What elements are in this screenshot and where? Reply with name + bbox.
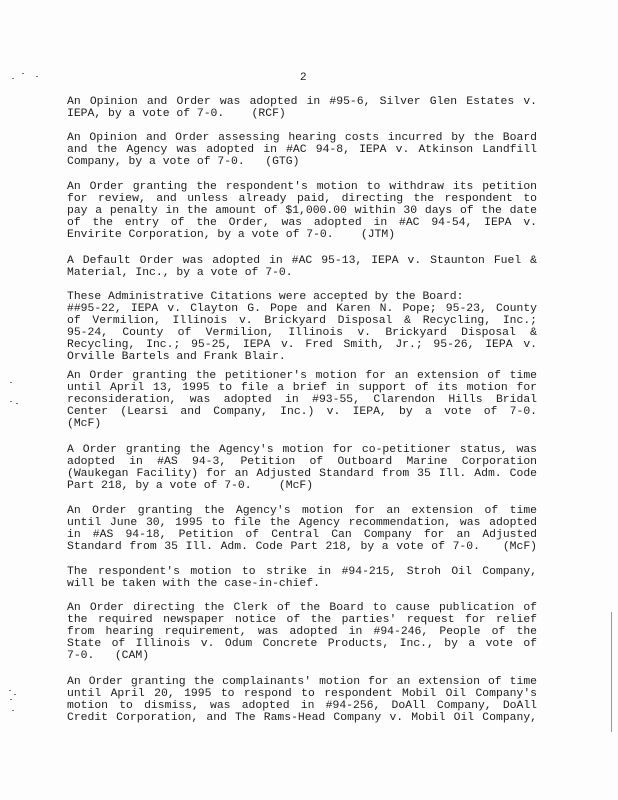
text-line: 7-0. (CAM)	[67, 650, 150, 663]
scan-speck	[12, 78, 14, 79]
text-line: An Order granting the Agency's motion for an extension of time	[67, 505, 537, 517]
text-line: Company, by a vote of 7-0. (GTG)	[67, 156, 300, 169]
text-line: An Order directing the Clerk of the Board to cause publication of	[67, 602, 537, 614]
text-line: (McF)	[67, 418, 102, 431]
paragraph	[67, 96, 537, 120]
text-line: Standard from 35 Ill. Adm. Code Part 218, by a vote of 7-0. (McF)	[67, 541, 537, 554]
scan-speck	[14, 694, 16, 695]
scan-speck	[36, 76, 38, 77]
text-line: An Opinion and Order assessing hearing costs incurred by the Board	[67, 132, 537, 144]
text-line: Orville Bartels and Frank Blair.	[67, 351, 286, 364]
scan-speck	[12, 710, 14, 711]
text-line: reconsideration, was adopted in #93-55, Clarendon Hills Bridal	[67, 394, 537, 407]
text-line: An Order granting the respondent's motion to withdraw its petition	[67, 181, 537, 193]
scan-speck	[22, 73, 24, 74]
text-line: in #AS 94-18, Petition of Central Can Company for an Adjusted	[67, 529, 537, 542]
paragraph	[67, 444, 537, 492]
text-line: 95-24, County of Vermilion, Illinois v. Brickyard Disposal &	[67, 327, 537, 340]
paragraph	[67, 132, 537, 168]
text-line: of the entry of the Order, was adopted in #AC 94-54, IEPA v.	[67, 217, 537, 230]
text-line: A Default Order was adopted in #AC 95-13, IEPA v. Staunton Fuel &	[67, 255, 537, 267]
paragraph	[67, 291, 537, 364]
scan-speck	[16, 403, 18, 404]
paragraph	[67, 505, 537, 553]
text-line: Part 218, by a vote of 7-0. (McF)	[67, 480, 314, 493]
text-line: of Vermilion, Illinois v. Brickyard Disposal & Recycling, Inc.;	[67, 315, 537, 328]
text-line: An Order granting the petitioner's motion for an extension of time	[67, 370, 537, 382]
paragraph	[67, 370, 537, 430]
text-line: Material, Inc., by a vote of 7-0.	[67, 267, 293, 280]
paragraph	[67, 602, 537, 662]
scan-speck	[10, 699, 12, 700]
text-line: pay a penalty in the amount of $1,000.00 within 30 days of the date	[67, 205, 537, 218]
page-number: 2	[300, 72, 307, 84]
text-line: The respondent's motion to strike in #94-215, Stroh Oil Company,	[67, 566, 537, 578]
text-line: from hearing requirement, was adopted in #94-246, People of the	[67, 626, 537, 639]
text-line: (Waukegan Facility) for an Adjusted Standard from 35 Ill. Adm. Code	[67, 468, 537, 481]
scan-edge-line	[611, 612, 612, 732]
text-line: A Order granting the Agency's motion for co-petitioner status, was	[67, 444, 537, 456]
text-line: will be taken with the case-in-chief.	[67, 578, 320, 591]
text-line: until June 30, 1995 to file the Agency recommendation, was adopted	[67, 517, 537, 530]
text-line: until April 20, 1995 to respond to respondent Mobil Oil Company's	[67, 688, 537, 701]
paragraph	[67, 181, 537, 241]
text-line: IEPA, by a vote of 7-0. (RCF)	[67, 108, 286, 121]
text-line: Credit Corporation, and The Rams-Head Company v. Mobil Oil Company,	[67, 712, 537, 725]
paragraph	[67, 676, 537, 724]
text-line: until April 13, 1995 to file a brief in support of its motion for	[67, 382, 537, 395]
paragraph	[67, 566, 537, 590]
text-line: These Administrative Citations were accepted by the Board:	[67, 291, 464, 303]
text-line: An Opinion and Order was adopted in #95-6, Silver Glen Estates v.	[67, 96, 537, 108]
text-line: and the Agency was adopted in #AC 94-8, IEPA v. Atkinson Landfill	[67, 144, 537, 157]
text-line: adopted in #AS 94-3, Petition of Outboard Marine Corporation	[67, 456, 537, 469]
scan-speck	[9, 690, 11, 691]
text-line: Recycling, Inc.; 95-25, IEPA v. Fred Smith, Jr.; 95-26, IEPA v.	[67, 339, 537, 352]
text-line: Center (Learsi and Company, Inc.) v. IEPA, by a vote of 7-0.	[67, 406, 537, 419]
scan-speck	[10, 401, 12, 402]
text-line: An Order granting the complainants' motion for an extension of time	[67, 676, 537, 688]
text-line: the required newspaper notice of the parties' request for relief	[67, 614, 537, 627]
text-line: ##95-22, IEPA v. Clayton G. Pope and Karen N. Pope; 95-23, County	[67, 303, 537, 316]
text-line: motion to dismiss, was adopted in #94-256, DoAll Company, DoAll	[67, 700, 537, 713]
text-line: for review, and unless already paid, directing the respondent to	[67, 193, 537, 206]
text-line: Envirite Corporation, by a vote of 7-0. (JTM)	[67, 229, 396, 242]
paragraph	[67, 255, 537, 279]
scan-speck	[10, 382, 12, 383]
text-line: State of Illinois v. Odum Concrete Products, Inc., by a vote of	[67, 638, 537, 651]
